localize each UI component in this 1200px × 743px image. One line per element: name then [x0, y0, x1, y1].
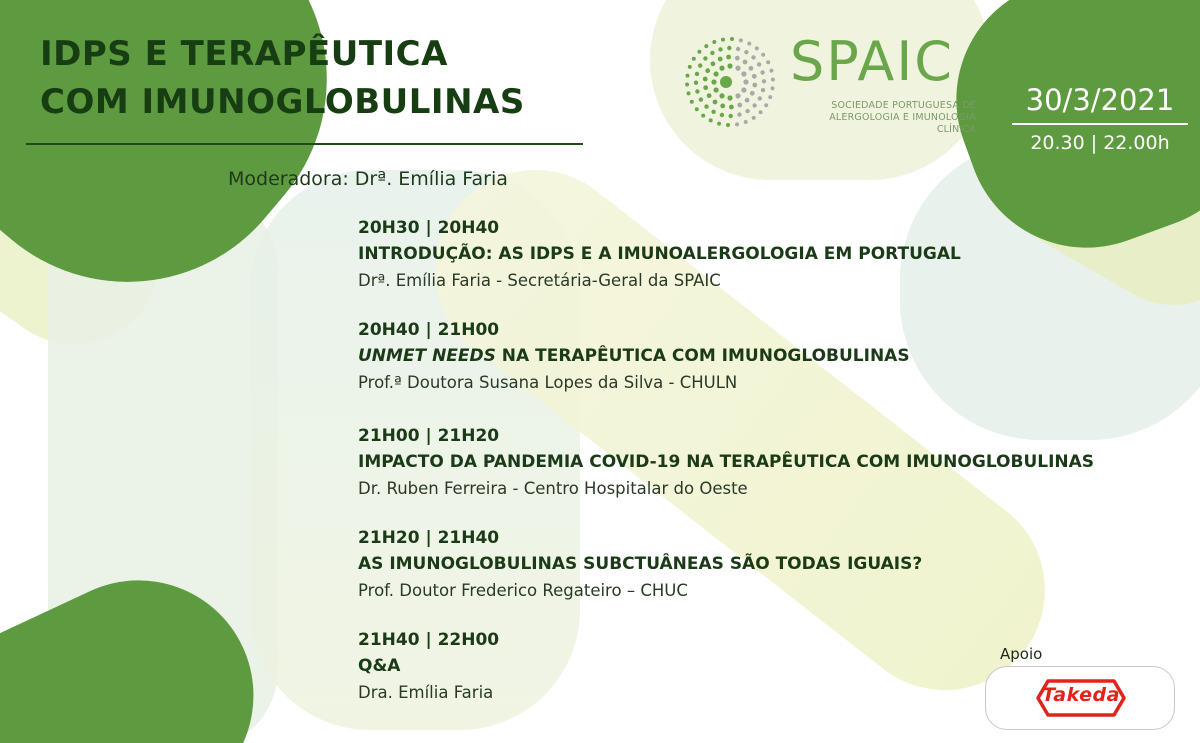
session-speaker: Prof. Doutor Frederico Regateiro – CHUC	[358, 581, 688, 600]
logo-dot	[726, 123, 730, 127]
logo-dot	[709, 118, 713, 122]
event-time: 20.30 | 22.00h	[1030, 132, 1170, 154]
page-title	[40, 30, 525, 126]
agenda-session-5	[358, 627, 1078, 706]
logo-dot	[690, 100, 694, 104]
session-time: 20H30 | 20H40	[358, 218, 500, 238]
sponsor-logo	[985, 666, 1175, 730]
session-topic-italic: UNMET NEEDS	[358, 346, 496, 366]
sponsor-name: Takeda	[1042, 684, 1120, 706]
logo-dot	[741, 71, 746, 76]
logo-dot	[752, 103, 756, 107]
logo-dot	[736, 47, 740, 51]
sponsor-label: Apoio	[1000, 645, 1043, 663]
logo-dot	[695, 89, 699, 93]
session-speaker: Prof.ª Doutora Susana Lopes da Silva - CHULN	[358, 373, 738, 392]
logo-dot	[720, 104, 725, 109]
logo-dot	[768, 95, 772, 99]
logo-dot	[729, 105, 734, 110]
logo-dot	[744, 50, 748, 54]
logo-dot	[751, 55, 755, 59]
logo-dot	[749, 66, 754, 71]
logo-subtitle-line-2: ALERGOLOGIA E IMUNOLOGIA CLÍNICA	[829, 112, 976, 135]
logo-dot	[718, 57, 723, 62]
logo-dot	[761, 88, 765, 92]
logo-dot	[730, 37, 734, 41]
logo-dot	[710, 51, 714, 55]
logo-dot	[755, 46, 759, 50]
logo-dot	[727, 63, 732, 68]
logo-dot	[686, 74, 690, 78]
logo-dot	[759, 110, 763, 114]
logo-dot	[760, 70, 764, 74]
session-topic-text: Q&A	[358, 656, 401, 676]
session-topic-text: AS IMUNOGLOBULINAS SUBCTUÂNEAS SÃO TODAS IGUAIS?	[358, 554, 923, 574]
session-topic-text: INTRODUÇÃO: AS IDPS E A IMUNOALERGOLOGIA EM PORTUGAL	[358, 244, 961, 264]
logo-subtitle-line-1: SOCIEDADE PORTUGUESA DE	[831, 100, 976, 111]
logo-dot	[758, 96, 762, 100]
logo-dot	[737, 112, 741, 116]
logo-dot	[752, 74, 757, 79]
logo-dot	[711, 110, 715, 114]
logo-dot	[764, 103, 768, 107]
title-line-1: IDPS E TERAPÊUTICA	[40, 34, 448, 74]
session-topic	[358, 241, 1078, 267]
logo-dot	[704, 44, 708, 48]
session-time: 21H40 | 22H00	[358, 630, 500, 650]
logo-dot	[743, 79, 748, 84]
logo-dot	[714, 71, 719, 76]
session-topic	[358, 343, 1078, 369]
logo-dot	[717, 122, 721, 126]
session-time: 21H00 | 21H20	[358, 426, 500, 446]
logo-dot	[745, 98, 750, 103]
logo-dot	[737, 103, 742, 108]
logo-dot	[761, 53, 765, 57]
session-time: 21H20 | 21H40	[358, 528, 500, 548]
logo-subtitle	[788, 100, 976, 136]
logo-dot	[735, 93, 740, 98]
logo-dot	[705, 68, 710, 73]
agenda-session-1	[358, 215, 1078, 294]
logo-dot	[744, 120, 748, 124]
logo-dot	[685, 83, 689, 87]
logo-dot	[719, 66, 724, 71]
logo-dot	[719, 93, 724, 98]
logo-dot	[741, 87, 746, 92]
logo-dot	[703, 85, 708, 90]
session-topic-text: IMPACTO DA PANDEMIA COVID-19 NA TERAPÊUTICA COM IMUNOGLOBULINAS	[358, 452, 1095, 472]
logo-dot	[698, 63, 702, 67]
logo-dot	[687, 91, 691, 95]
logo-dot	[721, 38, 725, 42]
logo-dot	[704, 104, 708, 108]
session-time: 20H40 | 21H00	[358, 320, 500, 340]
logo-dot	[735, 66, 740, 71]
logo-dot	[745, 109, 749, 113]
logo-dot	[735, 122, 739, 126]
session-speaker: Drª. Emília Faria - Secretária-Geral da SPAIC	[358, 271, 721, 290]
session-topic	[358, 449, 1095, 475]
agenda-session-2	[358, 317, 1078, 396]
logo-dot	[695, 72, 699, 76]
logo-dot	[739, 38, 743, 42]
logo-dot	[712, 40, 716, 44]
agenda-session-3	[358, 423, 1095, 502]
agenda-session-4	[358, 525, 1078, 604]
logo-dot	[714, 87, 719, 92]
logo-dot	[688, 65, 692, 69]
logo-dot	[699, 97, 703, 101]
logo-center-dot	[720, 76, 732, 88]
logo-dot	[701, 114, 705, 118]
logo-dot	[697, 50, 701, 54]
session-topic	[358, 653, 1078, 679]
logo-dot	[720, 113, 724, 117]
logo-dot	[735, 56, 740, 61]
session-speaker: Dra. Emília Faria	[358, 683, 494, 702]
logo-dot	[743, 60, 748, 65]
logo-dot	[711, 79, 716, 84]
logo-dot	[752, 116, 756, 120]
logo-dot	[766, 60, 770, 64]
logo-dot	[703, 56, 707, 60]
event-date: 30/3/2021	[1025, 83, 1175, 117]
logo-dot	[692, 57, 696, 61]
logo-dot	[771, 78, 775, 82]
logo-dot	[694, 81, 698, 85]
logo-dot	[695, 107, 699, 111]
session-topic-text: NA TERAPÊUTICA COM IMUNOGLOBULINAS	[495, 346, 910, 366]
logo-dot	[718, 47, 722, 51]
title-line-2: COM IMUNOGLOBULINAS	[40, 82, 525, 122]
logo-dot	[727, 46, 731, 50]
logo-dot	[727, 95, 732, 100]
logo-dot	[707, 93, 712, 98]
session-topic	[358, 551, 1078, 577]
logo-dot	[711, 61, 716, 66]
logo-dot	[747, 42, 751, 46]
logo-dot	[713, 100, 718, 105]
logo-dot	[750, 91, 755, 96]
logo-dot	[771, 86, 775, 90]
session-speaker: Dr. Ruben Ferreira - Centro Hospitalar do Oeste	[358, 479, 748, 498]
spaic-logo	[678, 30, 978, 136]
logo-dot	[762, 79, 766, 83]
moderator-text: Moderadora: Drª. Emília Faria	[228, 168, 508, 190]
logo-dot	[726, 55, 731, 60]
date-divider	[1012, 123, 1188, 125]
logo-dot	[729, 114, 733, 118]
logo-wordmark: SPAIC	[790, 30, 954, 93]
title-divider	[26, 143, 583, 145]
logo-dot	[770, 69, 774, 73]
spaic-logo-icon	[678, 36, 788, 136]
logo-dot	[752, 83, 757, 88]
logo-dot	[703, 77, 708, 82]
logo-dot	[757, 62, 761, 66]
